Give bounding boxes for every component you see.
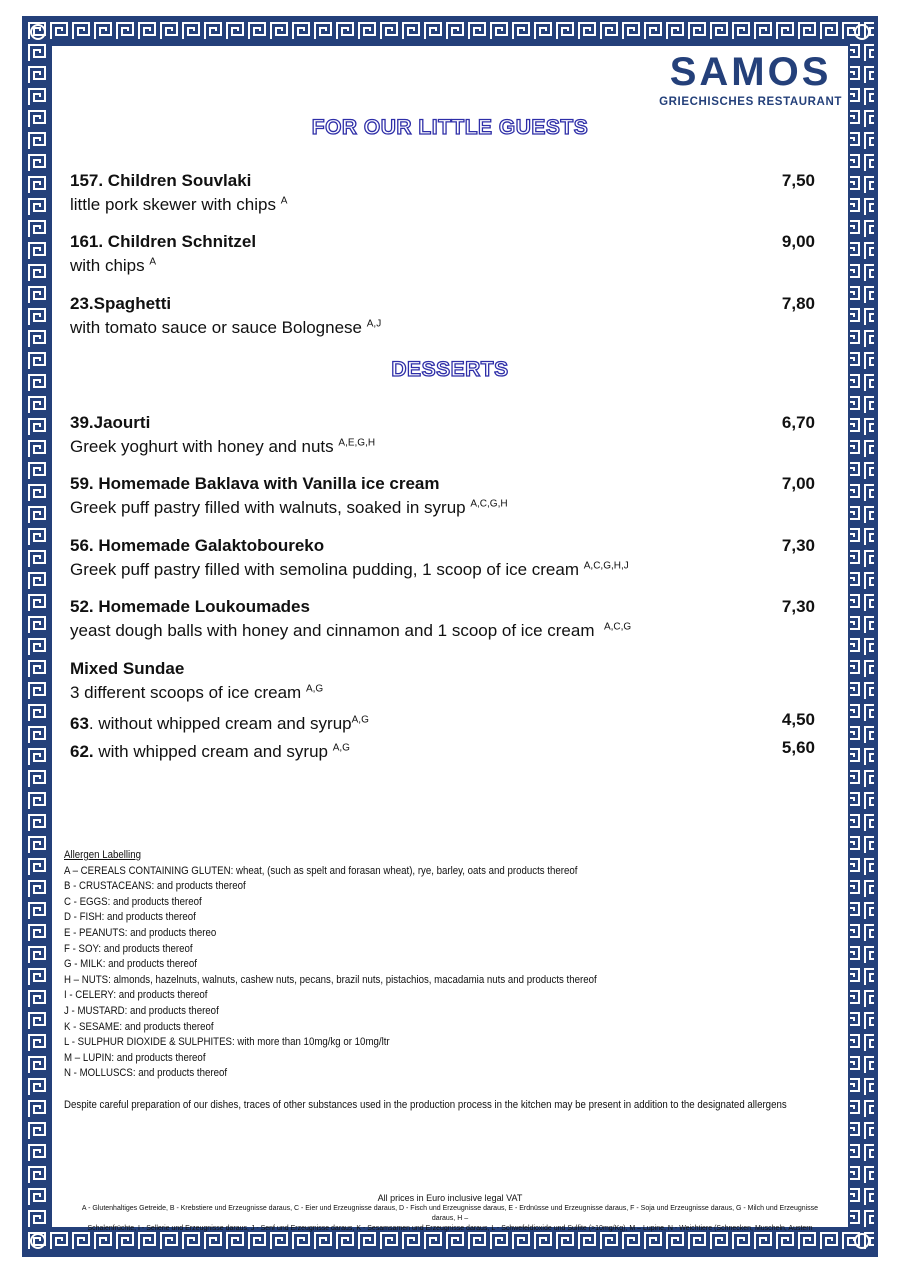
item-title: 56. Homemade Galaktoboureko bbox=[70, 536, 325, 555]
menu-item bbox=[70, 474, 830, 518]
allergen-line: K - SESAME: and products thereof bbox=[64, 1020, 214, 1033]
item-desc: Greek puff pastry filled with semolina pudding, 1 scoop of ice cream $^{A,C,G,H,J}$ bbox=[70, 560, 629, 579]
menu-item bbox=[70, 413, 830, 457]
allergen-heading: Allergen Labelling bbox=[64, 849, 141, 861]
item-desc: with tomato sauce or sauce Bolognese $^{A,J}$ bbox=[70, 318, 382, 337]
item-price: 9,00 bbox=[781, 232, 815, 251]
section-title-kids: FOR OUR LITTLE GUESTS bbox=[311, 116, 589, 139]
item-price: 4,50 bbox=[781, 710, 815, 729]
option-number: 63 bbox=[70, 714, 89, 733]
sundae-option: 63. without whipped cream and syrup$^{A,G}$ 4,50 bbox=[70, 710, 815, 733]
item-price: 7,30 bbox=[781, 536, 815, 555]
allergen-labelling bbox=[64, 848, 787, 1114]
menu-item bbox=[70, 294, 830, 338]
item-price: 6,70 bbox=[781, 413, 815, 432]
logo-subtitle: GRIECHISCHES RESTAURANT bbox=[659, 96, 842, 108]
item-price: 7,00 bbox=[781, 474, 815, 493]
menu-item bbox=[70, 597, 830, 641]
section-title-desserts: DESSERTS bbox=[391, 358, 509, 381]
german-allergens-line: A - Glutenhaltiges Getreide, B - Krebstiere und Erzeugnisse daraus, C - Eier und Erzeugnisse daraus, D - Fisch und Erzeugnisse daraus, E - Erdnüsse und Erzeugnisse daraus, F - Soja und Erzeugnisse daraus, G - Milch und Erzeugnisse daraus, H – bbox=[81, 1205, 819, 1222]
logo-name: SAMOS bbox=[669, 50, 832, 94]
item-title: Mixed Sundae bbox=[70, 659, 185, 678]
allergen-line: L - SULPHUR DIOXIDE & SULPHITES: with more than 10mg/kg or 10mg/ltr bbox=[64, 1036, 390, 1049]
option-number: 62. bbox=[70, 742, 94, 761]
item-title: 59. Homemade Baklava with Vanilla ice cream bbox=[70, 474, 440, 493]
vat-note: All prices in Euro inclusive legal VAT bbox=[377, 1193, 523, 1203]
item-title: 52. Homemade Loukoumades bbox=[70, 597, 310, 616]
item-title: 39.Jaourti bbox=[70, 413, 151, 432]
allergen-line: F - SOY: and products thereof bbox=[64, 942, 193, 955]
item-desc: with chips $^A$ bbox=[70, 256, 157, 275]
menu-item bbox=[70, 171, 830, 215]
item-desc: 3 different scoops of ice cream $^{A,G}$ bbox=[70, 683, 324, 702]
restaurant-logo bbox=[659, 52, 842, 108]
item-desc: Greek yoghurt with honey and nuts $^{A,E,G,H}$ bbox=[70, 437, 376, 456]
allergen-line: A – CEREALS CONTAINING GLUTEN: wheat, (such as spelt and forasan wheat), rye, barley, oats and products thereof bbox=[64, 864, 578, 877]
menu-item-sundae bbox=[70, 659, 830, 703]
allergen-line: B - CRUSTACEANS: and products thereof bbox=[64, 880, 246, 893]
menu-item bbox=[70, 232, 830, 276]
allergen-line: M – LUPIN: and products thereof bbox=[64, 1051, 206, 1064]
footer bbox=[70, 1193, 830, 1234]
item-price: 5,60 bbox=[781, 738, 815, 757]
menu-item bbox=[70, 536, 830, 580]
item-price: 7,50 bbox=[781, 171, 815, 190]
item-price: 7,80 bbox=[781, 294, 815, 313]
allergen-line: G - MILK: and products thereof bbox=[64, 958, 197, 971]
item-title: 157. Children Souvlaki bbox=[70, 171, 252, 190]
item-title: 23.Spaghetti bbox=[70, 294, 172, 313]
allergen-line: I - CELERY: and products thereof bbox=[64, 989, 208, 1002]
item-title: 161. Children Schnitzel bbox=[70, 232, 257, 251]
allergen-line: E - PEANUTS: and products thereo bbox=[64, 926, 217, 939]
item-price: 7,30 bbox=[781, 597, 815, 616]
item-desc: Greek puff pastry filled with walnuts, soaked in syrup $^{A,C,G,H}$ bbox=[70, 498, 508, 517]
german-allergens-line: Schalenfrüchte, I - Sellerie und Erzeugnisse daraus, J - Senf und Erzeugnisse daraus, K - Sesamsamen und Erzeugnisse daraus, L - Schwefeldioxide und Sulfite (>10mg/Kg), M – Lupine, N - Weichtiere (Schnecken, Muscheln, Austern bbox=[87, 1225, 813, 1232]
allergen-line: C - EGGS: and products thereof bbox=[64, 895, 202, 908]
item-desc: little pork skewer with chips $^A$ bbox=[70, 195, 288, 214]
item-desc: yeast dough balls with honey and cinnamon and 1 scoop of ice cream $^{A,C,G}$ bbox=[70, 621, 632, 640]
allergen-line: D - FISH: and products thereof bbox=[64, 911, 196, 924]
allergen-line: J - MUSTARD: and products thereof bbox=[64, 1004, 219, 1017]
allergen-line: H – NUTS: almonds, hazelnuts, walnuts, cashew nuts, pecans, brazil nuts, pistachios, macadamia nuts and products thereof bbox=[64, 973, 597, 986]
allergen-line: N - MOLLUSCS: and products thereof bbox=[64, 1067, 228, 1080]
allergen-note: Despite careful preparation of our dishes, traces of other substances used in the production process in the kitchen may be present in addition to the designated allergens bbox=[64, 1098, 787, 1111]
sundae-option: 62. with whipped cream and syrup $^{A,G}$ 5,60 bbox=[70, 738, 815, 761]
